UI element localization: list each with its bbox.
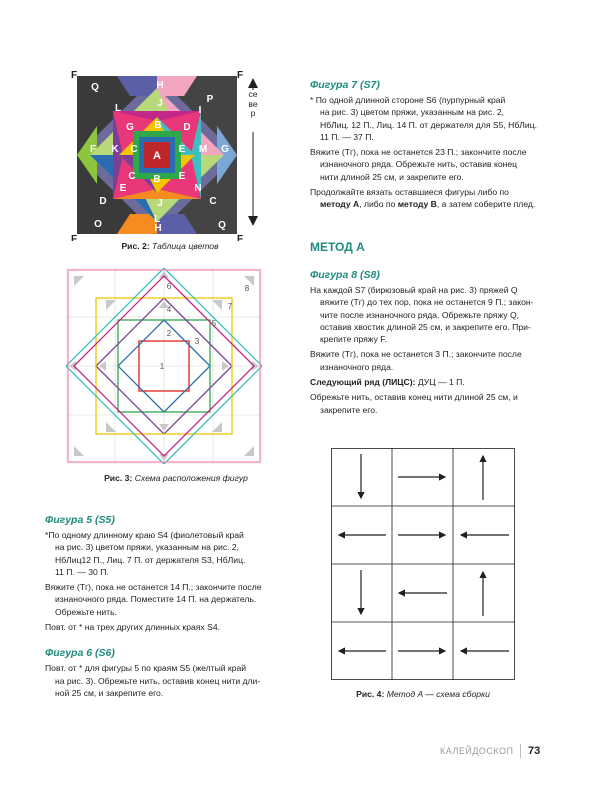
color-chart-svg [70, 66, 270, 241]
chart-letter: D [99, 196, 107, 207]
figure7-continue-2 [310, 198, 570, 210]
continue-pre: Продолжайте вязать оставшиеся фигуры либо по [310, 187, 509, 198]
chart-letter: P [206, 94, 214, 105]
figure5-line: 11 П. — 30 П. [55, 566, 109, 577]
fig3-placement-scheme [66, 268, 262, 464]
chart-letter: B [153, 174, 161, 185]
shape-number: 3 [194, 337, 200, 346]
method-a-heading: МЕТОД А [310, 240, 365, 254]
figure7-line: на рис. 3) цветом пряжи, указанным на рис. 2, [320, 107, 505, 118]
figure5-line: *По одному длинному краю S4 (фиолетовый край [45, 530, 244, 540]
figure5-title: Фигура 5 (S5) [45, 514, 115, 526]
chart-letter: G [126, 122, 134, 133]
continue-mid: , либо по [359, 199, 398, 210]
fig3-caption [66, 473, 286, 483]
fig4-caption [331, 689, 515, 699]
figure5-line: Обрежьте нить. [55, 606, 117, 617]
fig4-caption-bold: Рис. 4: [356, 689, 385, 699]
chart-letter: E [178, 144, 186, 155]
figure5-line: Вяжите (Тг), пока не останется 14 П.; закончите после [45, 582, 262, 593]
chart-letter: C [128, 171, 136, 182]
figure7-section [310, 79, 570, 211]
fig2-caption-bold: Рис. 2: [121, 241, 150, 251]
figure7-line: Вяжите (Тг), пока не останется 23 П.; закончите после [310, 147, 527, 158]
figure8-title: Фигура 8 (S8) [310, 269, 380, 281]
chart-letter: H [154, 223, 162, 234]
placement-scheme-svg [66, 268, 262, 464]
figure6-line: на рис. 3). Обрежьте нить, оставив конец нити дли- [55, 675, 261, 686]
chart-letter: J [157, 198, 163, 209]
figure8-final: закрепите его. [320, 404, 378, 415]
figure7-line: 11 П. — 37 П. [320, 131, 374, 142]
figure8-line: крепите пряжу F. [320, 334, 387, 345]
chart-letter: O [94, 219, 102, 230]
figure5-line: НбЛиц12 П., Лиц. 7 П. от держателя S3, НбЛиц. [55, 554, 246, 565]
figure5-line: изнаночного ряда. Поместите 14 П. на держатель. [55, 594, 257, 605]
chart-letter: E [119, 183, 127, 194]
corner-letter-tr: F [236, 70, 244, 81]
fig2-caption-italic: Таблица цветов [152, 241, 219, 251]
page-number: 73 [528, 745, 541, 757]
figure8-line: оставив хвостик длиной 25 см, и закрепите его. При- [320, 321, 531, 332]
chart-letter: F [89, 144, 97, 155]
method-b-link: методу В [397, 199, 437, 210]
next-row-label: Следующий ряд (ЛИЦС): [310, 377, 416, 388]
fig4-caption-italic: Метод A — схема сборки [386, 689, 490, 699]
chart-letter: Q [91, 82, 99, 93]
corner-letter-tl: F [70, 70, 78, 81]
fig2-caption [70, 241, 270, 251]
corner-letter-bl: F [70, 234, 78, 241]
figure6-line: ной 25 см, и закрепите его. [55, 687, 164, 698]
figure8-final: Обрежьте нить, оставив конец нити длиной 25 см, и [310, 392, 518, 403]
figure8-line: вяжите (Тг) до тех пор, пока не останется 9 П.; закон- [320, 297, 534, 308]
method-a-link: методу А [320, 199, 360, 210]
figure6-title: Фигура 6 (S6) [45, 647, 115, 660]
figure8-next-row [310, 376, 575, 388]
figure5-section [45, 514, 290, 699]
figure8-section [310, 269, 575, 416]
chart-letter: L [153, 214, 161, 225]
chart-letter: N [194, 183, 202, 194]
figure7-line: нити длиной 25 см, и закрепите его. [320, 171, 464, 182]
continue-post: , а затем соберите плед. [436, 199, 536, 210]
figure8-line: На каждой S7 (бирюзовый край на рис. 3) пряжей Q [310, 285, 518, 295]
chart-letter: K [111, 144, 119, 155]
chart-letter: B [154, 120, 162, 131]
chart-letter: E [178, 171, 186, 182]
assembly-arrows [339, 454, 509, 651]
chart-letter: J [157, 98, 163, 109]
figure6-line: Повт. от * для фигуры 5 по краям S5 (желтый край [45, 663, 247, 674]
chart-letter: Q [218, 220, 226, 231]
chart-letter: H [156, 80, 164, 91]
next-row-rest: ДУЦ — 1 П. [415, 377, 465, 388]
figure8-line: чите после изнаночного ряда. Обрежьте пряжу Q, [320, 309, 520, 320]
shape-number: 5 [211, 319, 217, 328]
chart-letter: L [114, 103, 122, 114]
chart-letter: M [198, 144, 208, 155]
fig3-caption-italic: Схема расположения фигур [134, 473, 248, 483]
figure8-line: изнаночного ряда. [320, 361, 394, 372]
chart-letter: C [209, 196, 217, 207]
north-label: север [248, 89, 258, 118]
shape-number: 6 [166, 282, 172, 291]
fig4-assembly-grid [331, 448, 515, 680]
chart-letter: G [221, 144, 229, 155]
corner-letter-br: F [236, 234, 244, 241]
shape-number: 7 [227, 302, 233, 311]
figure7-line: * По одной длинной стороне S6 (пурпурный край [310, 95, 506, 105]
north-arrow-icon [248, 78, 258, 88]
figure7-continue [310, 186, 570, 198]
chart-letter: C [130, 144, 138, 155]
fig3-caption-bold: Рис. 3: [104, 473, 133, 483]
shape-number: 1 [159, 362, 165, 371]
fig2-color-chart [70, 66, 270, 241]
footer-section-name: КАЛЕЙДОСКОП [440, 746, 514, 756]
chart-letter: I [198, 105, 202, 116]
figure7-line: НбЛиц. 12 П., Лиц. 14 П. от держателя для S5, НбЛиц. [320, 119, 538, 130]
figure7-title: Фигура 7 (S7) [310, 79, 380, 91]
figure7-line: изнаночного ряда. Обрежьте нить, оставив конец [320, 159, 518, 170]
figure8-line: Вяжите (Тг), пока не останется 3 П.; закончите после [310, 349, 522, 360]
assembly-grid-svg [331, 448, 515, 680]
shape-number: 8 [244, 284, 250, 293]
chart-letter: D [183, 122, 191, 133]
shape-number: 2 [166, 329, 172, 338]
figure5-line: Повт. от * на трех других длинных краях S4. [45, 622, 220, 633]
shape-number: 4 [166, 305, 172, 314]
chart-letter-center: A [153, 150, 161, 162]
figure5-line: на рис. 3) цветом пряжи, указанным на рис. 2, [55, 542, 240, 553]
footer-divider [520, 744, 521, 758]
